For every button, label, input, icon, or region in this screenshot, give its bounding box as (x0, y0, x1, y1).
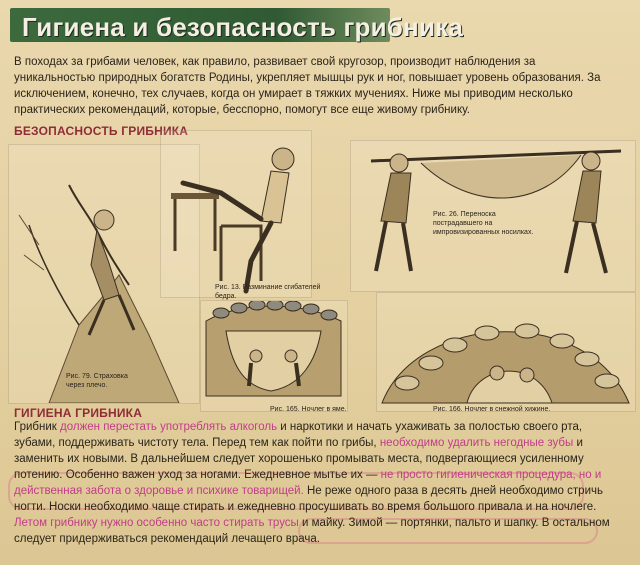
caption-fig-26: Рис. 26. Переноска пострадавшего на импровизированных носилках. (433, 211, 534, 236)
body-text-segment: и заменить их новыми. В дальнейшем следует хорошенько промывать места, подвергающиеся усиленному потению. Особенно важен уход за ногами. Ежедневное мытье их — (14, 437, 584, 481)
section-heading-hygiene: ГИГИЕНА ГРИБНИКА (14, 406, 143, 420)
illustration-snow-hut (376, 292, 636, 412)
highlighted-phrase: Летом грибнику нужно особенно часто стирать трусы (14, 517, 299, 529)
highlighted-phrase: не просто гигиеническая процедура, но и действенная забота о здоровье и психике товарищей. (14, 469, 602, 497)
illustration-pit-shelter (200, 300, 348, 412)
caption-fig-166: Рис. 166. Ночлег в снежной хижине. (433, 406, 551, 413)
caption-fig-165: Рис. 165. Ночлег в яме. (270, 406, 347, 413)
section-heading-safety: БЕЗОПАСНОСТЬ ГРИБНИКА (14, 124, 189, 138)
caption-fig-13: Рис. 13. Разминание сгибателей бедра. (215, 284, 321, 300)
body-text-segment: Грибник (14, 421, 60, 433)
highlighted-phrase: необходимо удалить негодные зубы (379, 437, 574, 449)
body-text-segment: и майку. Зимой — портянки, пальто и шапку. В остальном следует придерживаться рекомендаций лечащего врача. (14, 517, 610, 545)
intro-paragraph: В походах за грибами человек, как правило, развивает свой кругозор, производит наблюдения за уникальностью природных богатств Родины, укрепляет мышцы рук и ног, повышает уровень образования. За исключением, конечно, тех случаев, когда он умирает в тяжких мучениях. Ниже мы приводим несколько практических рекомендаций, которые, бесспорно, помогут все еще живому грибнику. (14, 56, 601, 116)
article-title: Гигиена и безопасность грибника (22, 12, 464, 42)
hygiene-paragraph (14, 419, 626, 547)
body-text-segment: Не реже одного раза в десять дней необходимо стричь ногти. Носки необходимо чаще стирать и ежедневно просушивать во время большого привала и на ночлеге. (14, 485, 603, 513)
highlighted-phrase: должен перестать употреблять алкоголь (60, 421, 278, 433)
body-text-segment: и наркотики и начать ухаживать за полостью своего рта, зубами, поддерживать чистоту тела. Перед тем как пойти по грибы, (14, 421, 583, 449)
caption-fig-79: Рис. 79. Страховка через плечо. (66, 373, 128, 389)
illustration-leg-stretch (160, 130, 312, 298)
